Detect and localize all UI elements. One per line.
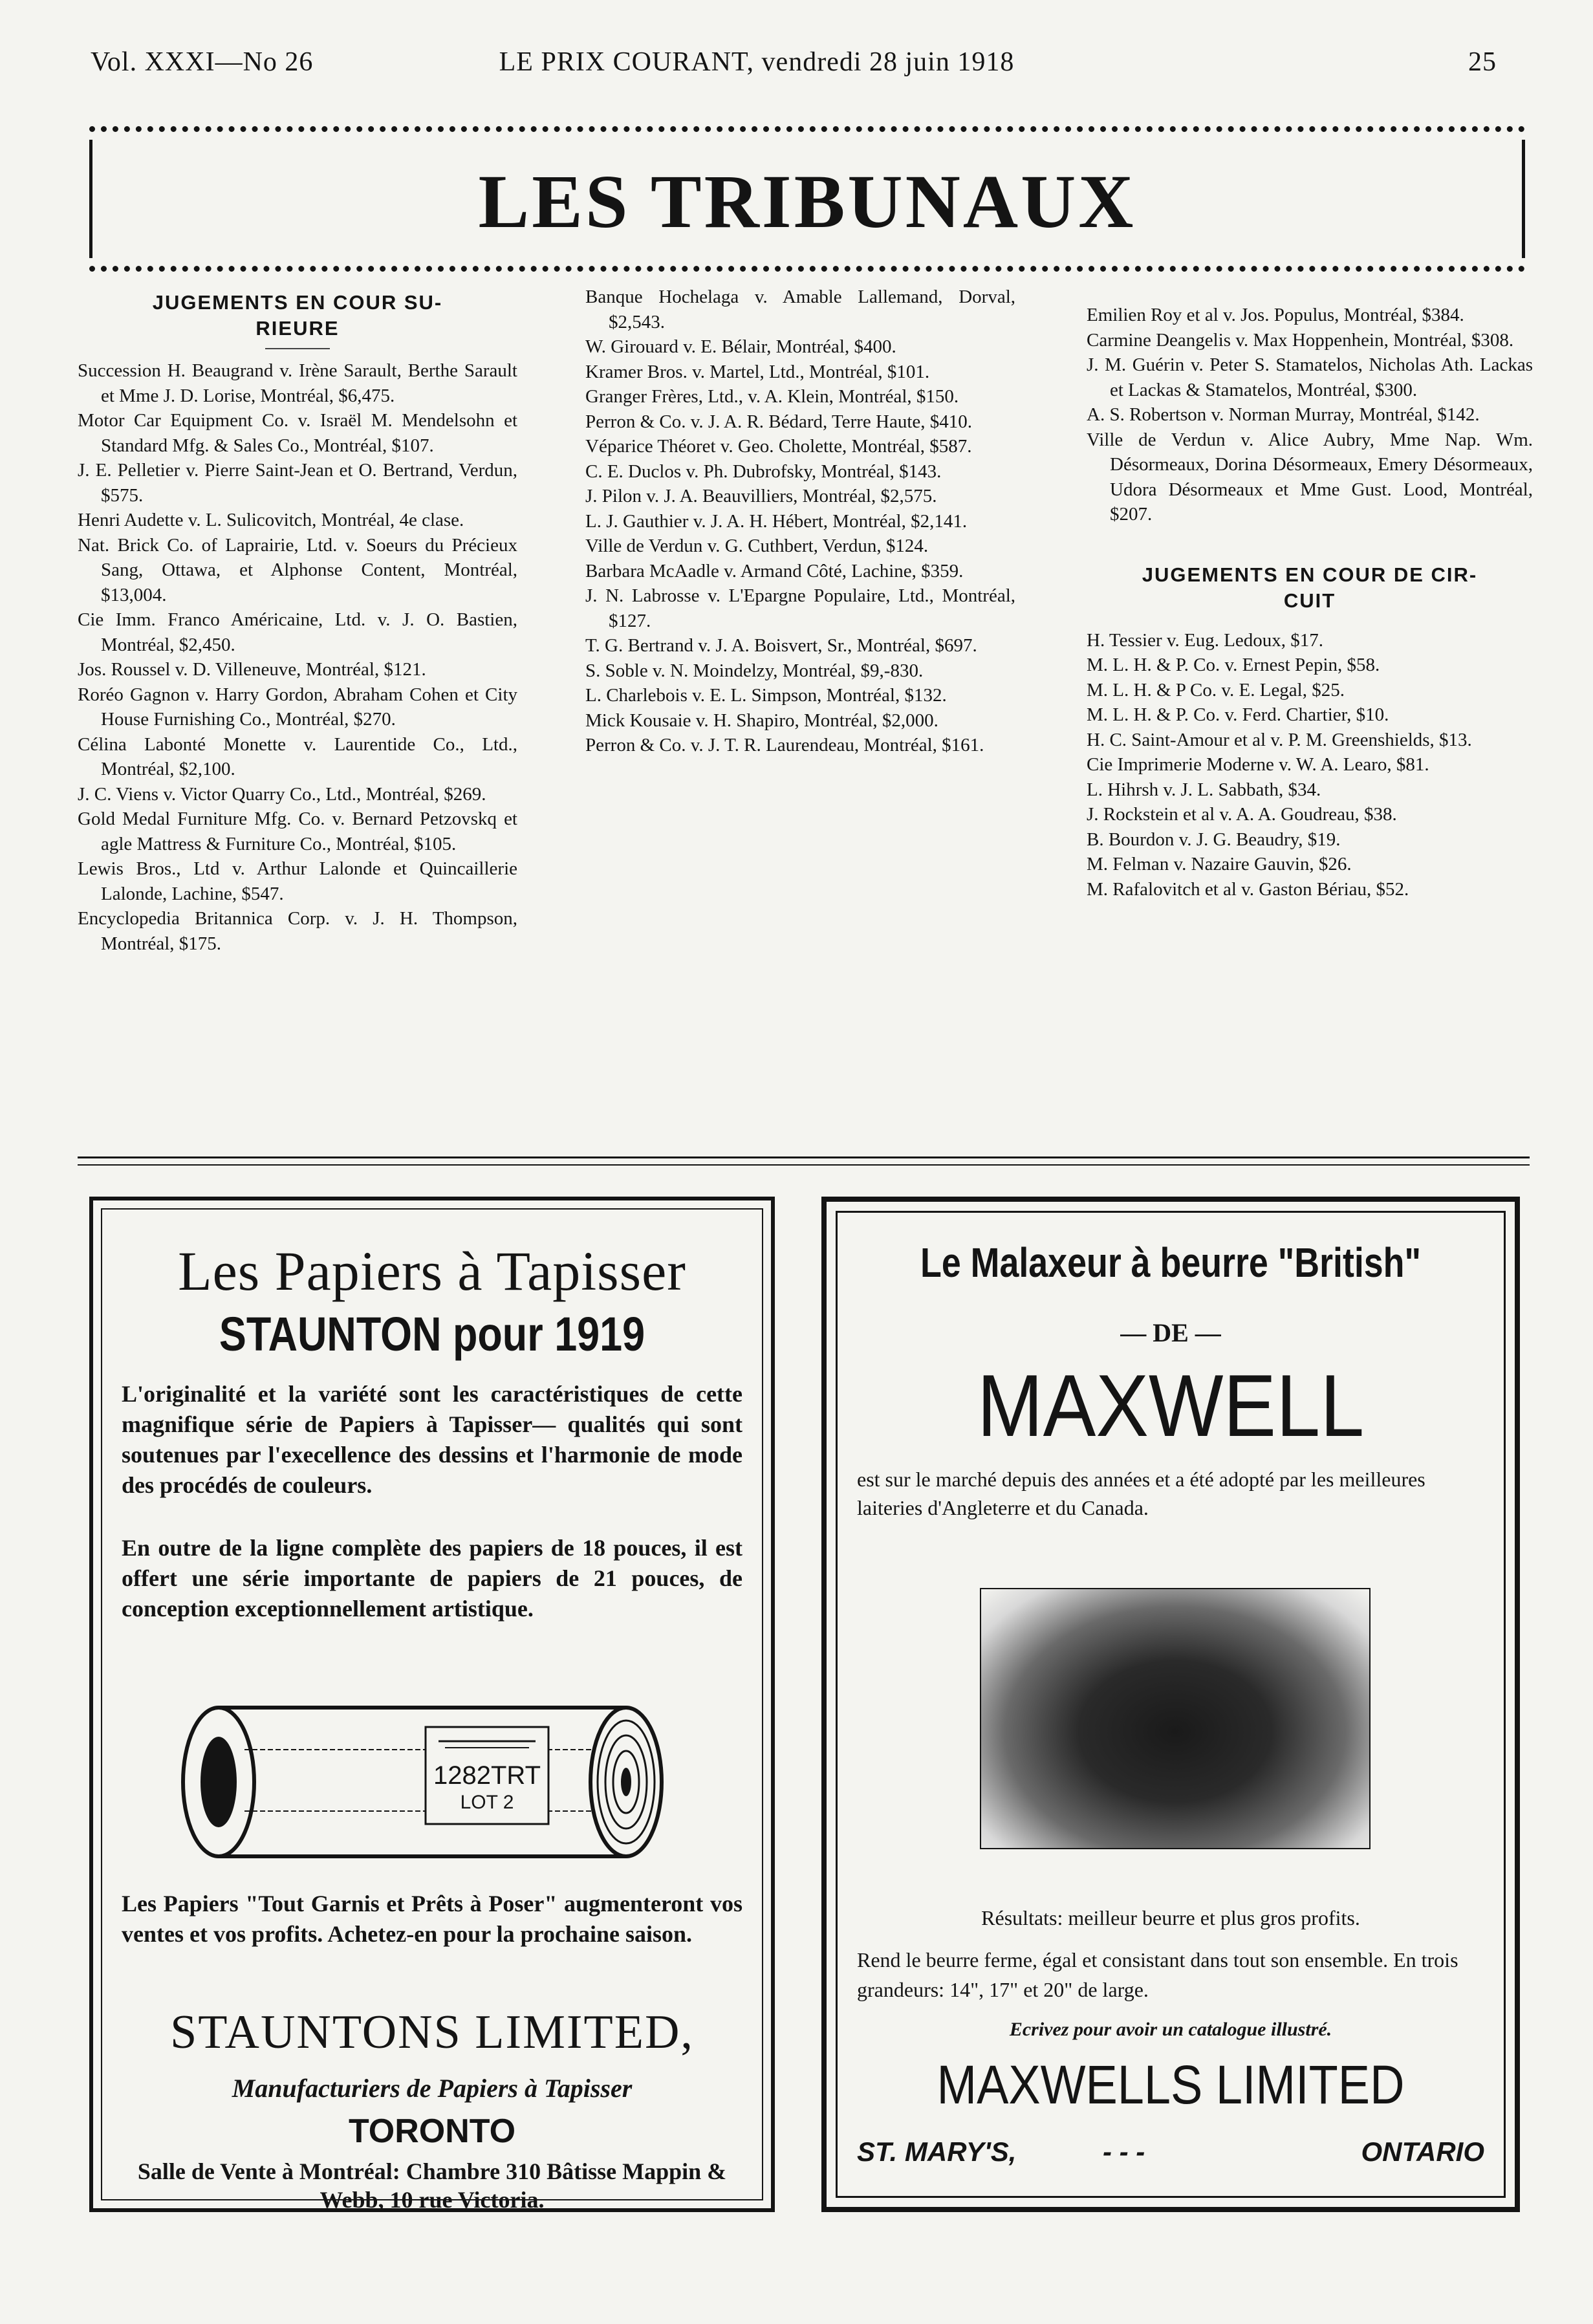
ad-title: Les Papiers à Tapisser <box>178 1240 686 1302</box>
dash-leader: - - - <box>1103 2136 1145 2167</box>
separator-rule <box>78 1164 1530 1166</box>
judgment-entry: Célina Labonté Monette v. Laurentide Co., Ltd., Montréal, $2,100. <box>78 733 517 779</box>
judgment-entry: M. L. H. & P. Co. v. Ernest Pepin, $58. <box>1087 655 1380 675</box>
col3-heading: JUGEMENTS EN COUR DE CIR- CUIT <box>1142 563 1478 612</box>
ad-title: Le Malaxeur à beurre "British" <box>920 1239 1422 1286</box>
judgment-entry: T. G. Bertrand v. J. A. Boisvert, Sr., Montréal, $697. <box>585 635 977 656</box>
butter-churn-photo <box>980 1588 1371 1849</box>
judgment-entry: S. Soble v. N. Moindelzy, Montréal, $9,-830. <box>585 660 924 681</box>
company-city: TORONTO <box>348 2112 516 2150</box>
ad-de-line: — DE — <box>1120 1318 1221 1347</box>
judgment-entry: Barbara McAadle v. Armand Côté, Lachine, $359. <box>585 560 964 581</box>
col1-heading: JUGEMENTS EN COUR SU- RIEURE <box>152 291 443 340</box>
heading-rule <box>265 348 330 349</box>
judgment-entry: Succession H. Beaugrand v. Irène Sarault, Berthe Sarault et Mme J. D. Lorise, Montréal, $6,475. <box>78 360 517 406</box>
judgment-entry: B. Bourdon v. J. G. Beaudry, $19. <box>1087 829 1341 850</box>
judgment-entry: Cie Imprimerie Moderne v. W. A. Learo, $81. <box>1087 754 1429 775</box>
judgment-entry: Perron & Co. v. J. A. R. Bédard, Terre Haute, $410. <box>585 411 973 432</box>
section-banner <box>89 126 1525 272</box>
sales-room: Salle de Vente à Montréal: Chambre 310 Bâtisse Mappin & Webb, 10 rue Victoria. <box>137 2158 727 2213</box>
judgment-entry: M. Felman v. Nazaire Gauvin, $26. <box>1087 854 1352 874</box>
judgment-entry: J. E. Pelletier v. Pierre Saint-Jean et O. Bertrand, Verdun, $575. <box>78 460 517 506</box>
judgment-entry: Nat. Brick Co. of Laprairie, Ltd. v. Soeurs du Précieux Sang, Ottawa, et Alphonse Content, Montréal, $13,004. <box>78 534 517 605</box>
judgment-entry: Perron & Co. v. J. T. R. Laurendeau, Montréal, $161. <box>585 735 984 755</box>
company-name: MAXWELLS LIMITED <box>937 2054 1405 2115</box>
judgment-entry: Gold Medal Furniture Mfg. Co. v. Bernard Petzovskq et agle Mattress & Furniture Co., Montréal, $105. <box>78 809 517 854</box>
company-city-line <box>857 2136 1484 2167</box>
judgment-entry: Ville de Verdun v. Alice Aubry, Mme Nap. Wm. Désormeaux, Dorina Désormeaux, Emery Désormeaux, Udora Désormeaux et Mme Gust. Lood, Montréal, $207. <box>1087 429 1533 525</box>
company-tagline: Manufacturiers de Papiers à Tapisser <box>232 2074 633 2103</box>
separator-rule <box>78 1157 1530 1158</box>
ad-paragraph-3: Les Papiers "Tout Garnis et Prêts à Poser" augmenteront vos ventes et vos profits. Achetez-en pour la prochaine saison. <box>122 1891 742 1947</box>
judgment-entry: H. C. Saint-Amour et al v. P. M. Greenshields, $13. <box>1087 729 1472 750</box>
judgment-entry: H. Tessier v. Eug. Ledoux, $17. <box>1087 629 1324 651</box>
judgment-entry: Encyclopedia Britannica Corp. v. J. H. Thompson, Montréal, $175. <box>78 908 517 954</box>
judgment-entry: Kramer Bros. v. Martel, Ltd., Montréal, $101. <box>585 361 930 382</box>
col3-entries-bottom <box>1087 628 1533 902</box>
banner-frame <box>89 140 1525 258</box>
ad-paragraph-1: est sur le marché depuis des années et a été adopté par les meilleures laiteries d'Angleterre et du Canada. <box>857 1468 1425 1519</box>
company-name: STAUNTONS LIMITED, <box>170 2006 694 2059</box>
judgment-entry: L. J. Gauthier v. J. A. H. Hébert, Montréal, $2,141. <box>585 510 968 532</box>
judgment-entry: L. Charlebois v. E. L. Simpson, Montréal, $132. <box>585 685 947 706</box>
section-title: LES TRIBUNAUX <box>478 159 1136 244</box>
maxwell-advertisement <box>821 1197 1520 2212</box>
judgment-entry: W. Girouard v. E. Bélair, Montréal, $400. <box>585 336 896 357</box>
judgment-entry: Ville de Verdun v. G. Cuthbert, Verdun, $124. <box>585 536 929 556</box>
judgment-entry: J. N. Labrosse v. L'Epargne Populaire, Ltd., Montréal, $127. <box>585 585 1015 631</box>
judgment-entry: Granger Frères, Ltd., v. A. Klein, Montréal, $150. <box>585 386 959 407</box>
judgment-entry: A. S. Robertson v. Norman Murray, Montréal, $142. <box>1087 404 1480 425</box>
judgment-entry: Roréo Gagnon v. Harry Gordon, Abraham Cohen et City House Furnishing Co., Montréal, $270. <box>78 684 517 730</box>
judgment-entry: M. Rafalovitch et al v. Gaston Bériau, $52. <box>1087 878 1409 900</box>
city-left: ST. MARY'S, <box>857 2136 1017 2167</box>
judgment-entry: J. M. Guérin v. Peter S. Stamatelos, Nicholas Ath. Lackas et Lackas & Stamatelos, Montréal, $300. <box>1087 354 1533 400</box>
judgment-entry: Henri Audette v. L. Sulicovitch, Montréal, 4e clase. <box>78 510 464 530</box>
judgment-entry: C. E. Duclos v. Ph. Dubrofsky, Montréal, $143. <box>585 461 942 482</box>
ad-paragraph-1: L'originalité et la variété sont les caractéristiques de cette magnifique série de Papiers à Tapisser— qualités qui sont soutenues par l'execellence des dessins et l'harmonie de mode des procédés de couleurs. <box>122 1381 742 1498</box>
col1-entries <box>78 358 517 956</box>
catalogue-call: Ecrivez pour avoir un catalogue illustré. <box>1009 2019 1332 2040</box>
column-3 <box>1087 285 1533 902</box>
judgment-entry: L. Hihrsh v. J. L. Sabbath, $34. <box>1087 779 1321 800</box>
ad-frame <box>836 1211 1506 2198</box>
judgment-entry: Emilien Roy et al v. Jos. Populus, Montréal, $384. <box>1087 305 1464 325</box>
col2-entries <box>585 285 1015 758</box>
judgment-entry: Jos. Roussel v. D. Villeneuve, Montréal, $121. <box>78 659 426 680</box>
col3-entries-top <box>1087 303 1533 527</box>
judgment-entry: Cie Imm. Franco Américaine, Ltd. v. J. O. Bastien, Montréal, $2,450. <box>78 609 517 655</box>
roll-label-lot: LOT 2 <box>460 1792 514 1813</box>
running-head: LE PRIX COURANT, vendredi 28 juin 1918 <box>499 47 1015 77</box>
column-1 <box>78 285 517 956</box>
column-2 <box>585 285 1015 758</box>
ad-paragraph-2: En outre de la ligne complète des papiers de 18 pouces, il est offert une série importante de papiers de 21 pouces, de conception exceptionnellement artistique. <box>122 1535 742 1622</box>
ad-subtitle: STAUNTON pour 1919 <box>219 1307 645 1361</box>
judgment-entry: Banque Hochelaga v. Amable Lallemand, Dorval, $2,543. <box>585 287 1015 332</box>
judgment-entry: Motor Car Equipment Co. v. Israël M. Mendelsohn et Standard Mfg. & Sales Co., Montréal, $107. <box>78 410 517 456</box>
judgment-entry: J. Pilon v. J. A. Beauvilliers, Montréal, $2,575. <box>585 486 937 506</box>
judgment-entry: J. Rockstein et al v. A. A. Goudreau, $38. <box>1087 804 1397 825</box>
brand-name: MAXWELL <box>977 1356 1365 1455</box>
judgment-entry: Véparice Théoret v. Geo. Cholette, Montréal, $587. <box>585 436 972 457</box>
roll-label-number: 1282TRT <box>433 1761 541 1790</box>
judgment-entry: Mick Kousaie v. H. Shapiro, Montréal, $2,000. <box>585 710 938 731</box>
results-line: Résultats: meilleur beurre et plus gros profits. <box>981 1906 1360 1929</box>
wallpaper-roll-illustration <box>173 1701 704 1863</box>
volume-number: Vol. XXXI—No 26 <box>91 47 314 77</box>
city-right: ONTARIO <box>1361 2136 1484 2167</box>
page-number: 25 <box>1468 47 1497 77</box>
judgment-entry: M. L. H. & P. Co. v. Ferd. Chartier, $10. <box>1087 704 1389 725</box>
judgment-entry: Lewis Bros., Ltd v. Arthur Lalonde et Quincaillerie Lalonde, Lachine, $547. <box>78 858 517 904</box>
judgment-entry: Carmine Deangelis v. Max Hoppenhein, Montréal, $308. <box>1087 329 1514 351</box>
judgment-entry: J. C. Viens v. Victor Quarry Co., Ltd., Montréal, $269. <box>78 783 486 805</box>
judgment-entry: M. L. H. & P Co. v. E. Legal, $25. <box>1087 679 1345 700</box>
ad-frame <box>101 1208 763 2213</box>
ad-paragraph-2: Rend le beurre ferme, égal et consistant dans tout son ensemble. En trois grandeurs: 14", 17" et 20" de large. <box>857 1948 1458 2001</box>
staunton-advertisement <box>89 1197 775 2212</box>
